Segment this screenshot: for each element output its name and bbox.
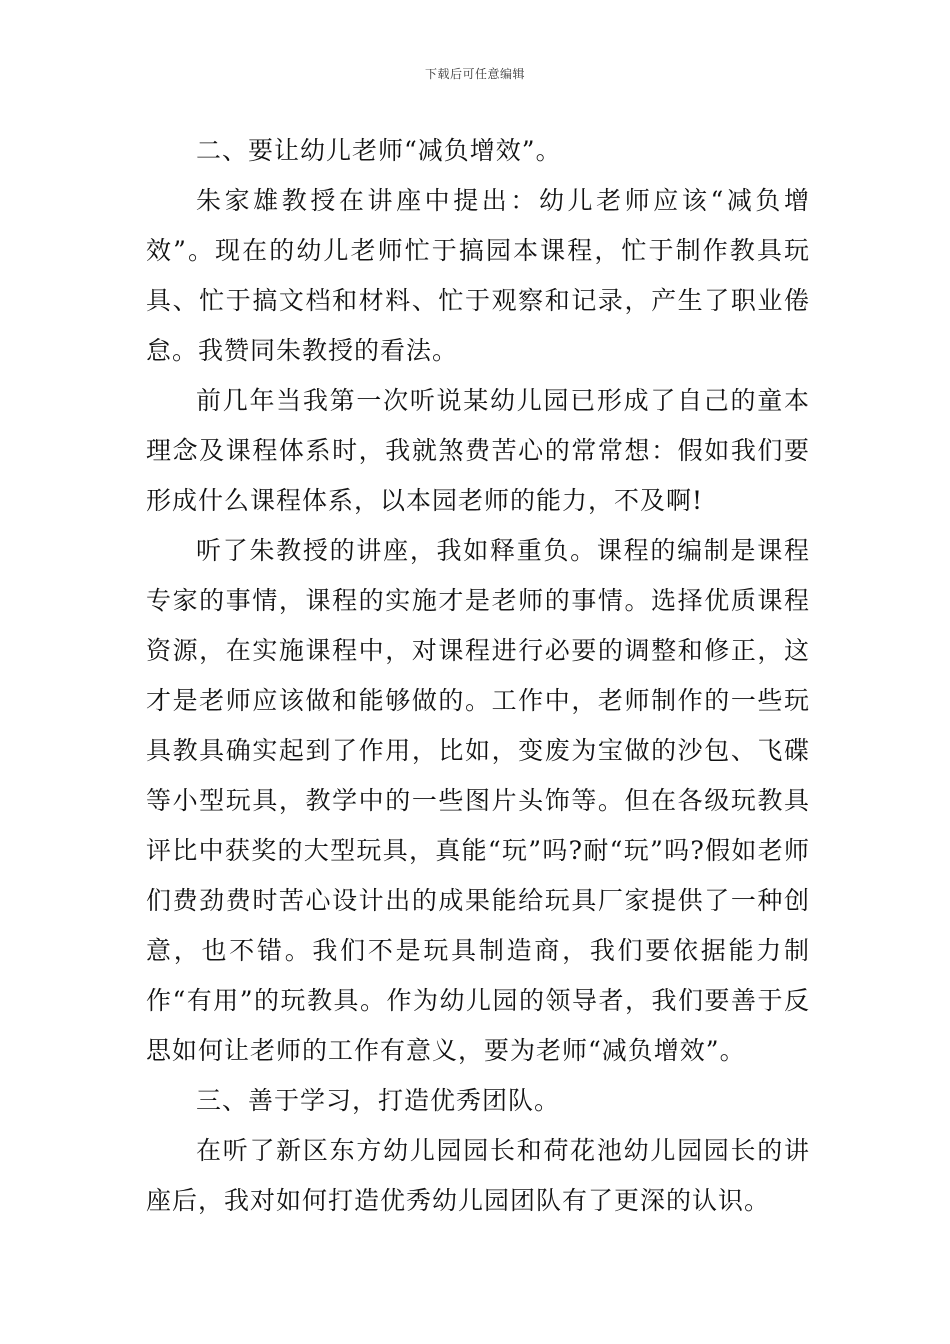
document-body <box>146 126 810 1226</box>
body-paragraph: 在听了新区东方幼儿园园长和荷花池幼儿园园长的讲座后，我对如何打造优秀幼儿园团队有了更深的认识。 <box>146 1136 810 1215</box>
body-paragraph: 朱家雄教授在讲座中提出：幼儿老师应该“减负增效”。现在的幼儿老师忙于搞园本课程，忙于制作教具玩具、忙于搞文档和材料、忙于观察和记录，产生了职业倦怠。我赞同朱教授的看法。 <box>146 186 810 365</box>
section-heading-2: 二、要让幼儿老师“减负增效”。 <box>196 136 562 165</box>
section-heading-3: 三、善于学习，打造优秀团队。 <box>196 1086 561 1115</box>
page-header: 下载后可任意编辑 <box>424 67 525 81</box>
body-paragraph: 听了朱教授的讲座，我如释重负。课程的编制是课程专家的事情，课程的实施才是老师的事情。选择优质课程资源，在实施课程中，对课程进行必要的调整和修正，这才是老师应该做和能够做的。工作中，老师制作的一些玩具教具确实起到了作用，比如，变废为宝做的沙包、飞碟等小型玩具，教学中的一些图片头饰等。但在各级玩教具评比中获奖的大型玩具，真能“玩”吗?耐“玩”吗?假如老师们费劲费时苦心设计出的成果能给玩具厂家提供了一种创意，也不错。我们不是玩具制造商，我们要依据能力制作“有用”的玩教具。作为幼儿园的领导者，我们要善于反思如何让老师的工作有意义，要为老师“减负增效”。 <box>146 536 810 1065</box>
body-paragraph: 前几年当我第一次听说某幼儿园已形成了自己的童本理念及课程体系时，我就煞费苦心的常常想：假如我们要形成什么课程体系，以本园老师的能力，不及啊! <box>146 386 810 515</box>
